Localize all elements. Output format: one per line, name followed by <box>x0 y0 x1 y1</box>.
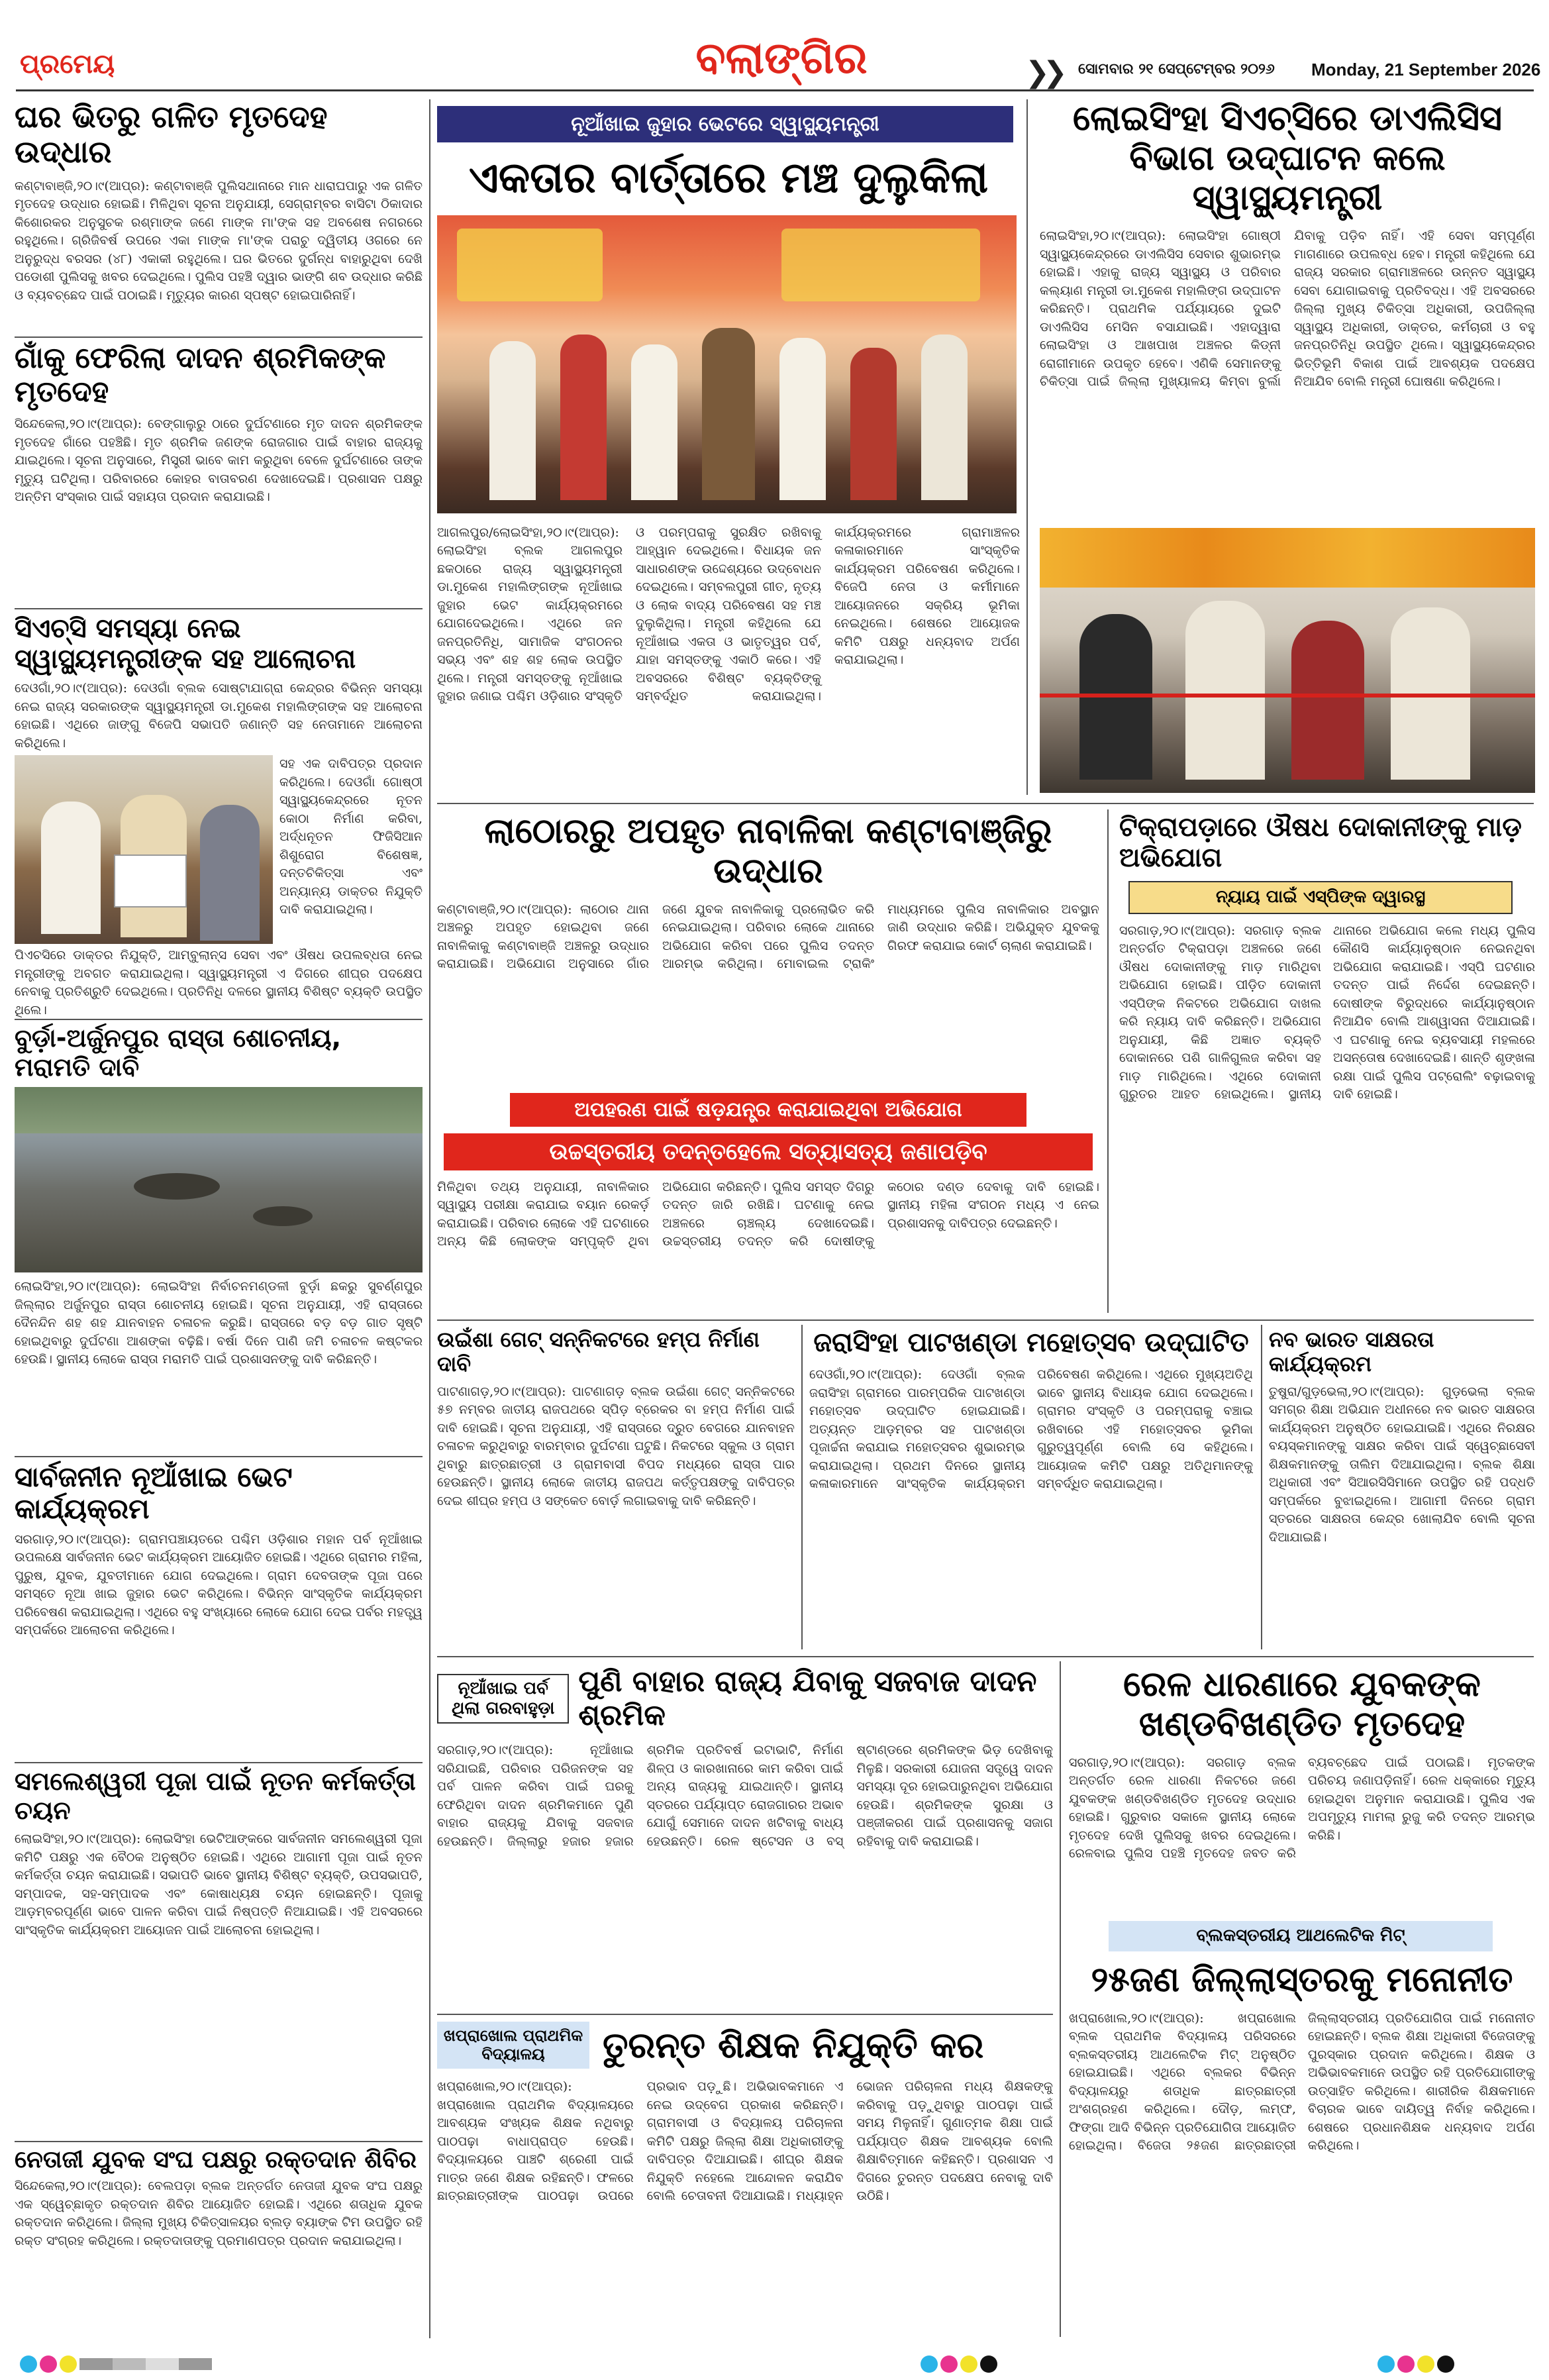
article-a5 <box>15 1461 423 1796</box>
headline: ନେତାଜୀ ଯୁବକ ସଂଘ ପକ୍ଷରୁ ରକ୍ତଦାନ ଶିବିର <box>15 2146 417 2173</box>
masthead <box>0 0 1549 89</box>
meeting-photo <box>15 755 273 944</box>
headline: ଘର ଭିତରୁ ଗଳିତ ମୃତଦେହ ଉଦ୍ଧାର <box>15 99 328 170</box>
tag-banner: ଉଚ୍ଚସ୍ତରୀୟ ତଦନ୍ତହେଲେ ସତ୍ୟାସତ୍ୟ ଜଣାପଡ଼ିବ <box>444 1133 1093 1170</box>
headline: ଉଇଁଶା ଗେଟ୍ ସନ୍ନିକଟରେ ହମ୍ପ ନିର୍ମାଣ ଦାବି <box>437 1327 760 1376</box>
date-odia: ସୋମବାର ୨୧ ସେପ୍ଟେମ୍ବର ୨୦୨୬ <box>1078 61 1275 78</box>
article-body: ତୁଷୁରା/ଗୁଡ଼ଭେଲା,୨୦।୯(ଆପ୍ର): ଗୁଡ଼ଭେଲା ବ୍ଲକ ସମଗ୍ର ଶିକ୍ଷା ଅଭିଯାନ ଅଧୀନରେ ନବ ଭାରତ ସାକ୍ଷରତା କାର୍ଯ୍ୟକ୍ରମ ଅନୁଷ୍ଠିତ ହୋଇଯାଇଛି। ଏଥିରେ ନିରକ୍ଷର ବୟସ୍କମାନଙ୍କୁ ସାକ୍ଷର କରିବା ପାଇଁ ସ୍ୱେଚ୍ଛାସେବୀ ଶିକ୍ଷକମାନଙ୍କୁ ତାଲିମ ଦିଆଯାଇଥିଲା। ବ୍ଲକ ଶିକ୍ଷା ଅଧିକାରୀ ଏବଂ ସିଆରସିସିମାନେ ଉପସ୍ଥିତ ରହି ପଦ୍ଧତି ସମ୍ପର୍କରେ ବୁଝାଇଥିଲେ। ଆଗାମୀ ଦିନରେ ଗ୍ରାମ ସ୍ତରରେ ସାକ୍ଷରତା କେନ୍ଦ୍ର ଖୋଲାଯିବ ବୋଲି ସୂଚନା ଦିଆଯାଇଛି। <box>1269 1384 1535 1545</box>
article-body: କଣ୍ଟାବାଞ୍ଜି,୨୦।୯(ଆପ୍ର): ଲାଠୋର ଥାନା ଅଞ୍ଚଳରୁ ଅପହୃତ ହୋଇଥିବା ଜଣେ ନାବାଳିକାକୁ କଣ୍ଟାବାଞ୍ଜି ଅଞ୍ଚଳରୁ ଉଦ୍ଧାର କରାଯାଇଛି। ଅଭିଯୋଗ ଅନୁସାରେ ଗାଁର ଜଣେ ଯୁବକ ନାବାଳିକାକୁ ପ୍ରଲୋଭିତ କରି ନେଇଯାଇଥିଲା। ପରିବାର ଲୋକେ ଥାନାରେ ଅଭିଯୋଗ କରିବା ପରେ ପୁଲିସ ତଦନ୍ତ ଆରମ୍ଭ କରିଥିଲା। ମୋବାଇଲ ଟ୍ରାକିଂ ମାଧ୍ୟମରେ ପୁଲିସ ନାବାଳିକାର ଅବସ୍ଥାନ ଜାଣି ଉଦ୍ଧାର କରିଛି। ଅଭିଯୁକ୍ତ ଯୁବକକୁ ଗିରଫ କରାଯାଇ କୋର୍ଟ ଚାଲାଣ କରାଯାଇଛି। <box>437 902 1099 972</box>
headline: ଲୋଇସିଂହା ସିଏଚ୍‌ସିରେ ଡାଏଲିସିସ ବିଭାଗ ଉଦ୍‌ଘାଟନ କଲେ ସ୍ୱାସ୍ଥ୍ୟମନ୍ତ୍ରୀ <box>1073 99 1502 218</box>
article-body: ସରଗାଡ଼,୨୦।୯(ଆପ୍ର): ଗ୍ରାମପଞ୍ଚାୟତରେ ପଶ୍ଚିମ ଓଡ଼ିଶାର ମହାନ ପର୍ବ ନୂଆଁଖାଇ ଉପଲକ୍ଷେ ସାର୍ବଜନୀନ ଭେଟ କାର୍ଯ୍ୟକ୍ରମ ଆୟୋଜିତ ହୋଇଛି। ଏଥିରେ ଗ୍ରାମର ମହିଳା, ପୁରୁଷ, ଯୁବକ, ଯୁବତୀମାନେ ଯୋଗ ଦେଇଥିଲେ। ଗ୍ରାମ ଦେବତାଙ୍କ ପୂଜା ପରେ ସମସ୍ତେ ନୂଆ ଖାଇ ଜୁହାର ଭେଟ କରିଥିଲେ। ବିଭିନ୍ନ ସାଂସ୍କୃତିକ କାର୍ଯ୍ୟକ୍ରମ ପରିବେଷଣ କରାଯାଇଥିଲା। ଏଥିରେ ବହୁ ସଂଖ୍ୟାରେ ଲୋକେ ଯୋଗ ଦେଇ ପର୍ବର ମହତ୍ତ୍ୱ ସମ୍ପର୍କରେ ଆଲୋଚନା କରିଥିଲେ। <box>15 1531 423 1638</box>
column-rule <box>1060 1661 1061 2337</box>
article-c1 <box>1040 99 1535 793</box>
headline: ଜରାସିଂହା ପାଟଖଣ୍ଡା ମହୋତ୍ସବ ଉଦ୍‌ଘାଟିତ <box>813 1327 1249 1358</box>
article-e2 <box>809 1327 1253 1644</box>
registration-dot <box>960 2355 977 2373</box>
article-body: କଣ୍ଟାବାଞ୍ଜି,୨୦।୯(ଆପ୍ର): କଣ୍ଟାବାଞ୍ଜି ପୁଲିସଥାନାରେ ମାନ ଧାରାଘପାରୁ ଏକ ଗଳିତ ମୃତଦେହ ଉଦ୍ଧାର ହୋଇଛି। ମିଳିଥିବା ସୂଚନା ଅନୁଯାୟୀ, ସେଗ୍ରାମ୍ବର ବାସିଟା ଠିକାଦାର କିଶୋରକର ଅନୁସୁଚକ ରଶ୍ମାଙ୍କ ଜଣେ ମାଙ୍କ ମା'ଙ୍କ ସହ ଅବଶେଷ ନଗରରେ ରହୁଥିଲେ। ଗ୍ରିଜିବର୍ଷ ଉପରେ ଏକା ମାଙ୍କ ମା'ଙ୍କ ପରାଚୁ ଦ୍ୱିତୀୟ ଓଗରେ ନେ ଅନୁରୁଦ୍ଧ ବରସର (୪୮) ଏକାକୀ ରହୁଥିଲେ। ଘର ଭିତରେ ଦୁର୍ଗନ୍ଧ ବାହାରୁଥିବା ଦେଖି ପଡୋଶୀ ପୁଲିସକୁ ଖବର ଦେଇଥିଲେ। ପୁଲିସ ପହଞ୍ଚି ଦ୍ୱାର ଭାଙ୍ଗି ଶବ ଉଦ୍ଧାର କରିଛି ଓ ବ୍ୟବଚ୍ଛେଦ ପାଇଁ ପଠାଇଛି। ମୃତ୍ୟୁର କାରଣ ସ୍ପଷ୍ଟ ହୋଇପାରିନାହିଁ। <box>15 178 423 303</box>
column-rule <box>1261 1325 1262 1649</box>
article-g1 <box>437 2022 1053 2336</box>
article-a1 <box>15 99 423 383</box>
article-f2 <box>1069 1665 1535 1920</box>
divider <box>15 1762 423 1763</box>
article-body-side: ସହ ଏକ ଦାବିପତ୍ର ପ୍ରଦାନ କରିଥିଲେ। ଦେଓଗାଁ ଗୋଷ୍ଠୀ ସ୍ୱାସ୍ଥ୍ୟକେନ୍ଦ୍ରରେ ନୂତନ କୋଠା ନିର୍ମାଣ କରିବା, ଅର୍ଦ୍ଧନୂତନ ଫିଜିସିଆନ ଶିଶୁରୋଗ ବିଶେଷଜ୍ଞ, ଦନ୍ତଚିକିତ୍ସା ଏବଂ ଅନ୍ୟାନ୍ୟ ଡାକ୍ତର ନିଯୁକ୍ତି ଦାବି କରାଯାଇଥିଲା। <box>279 756 423 917</box>
article-body: ପିଏଚସିରେ ଡାକ୍ତର ନିଯୁକ୍ତି, ଆମ୍ବୁଲାନ୍ସ ସେବା ଏବଂ ଔଷଧ ଉପଲବ୍ଧତା ନେଇ ମନ୍ତ୍ରୀଙ୍କୁ ଅବଗତ କରାଯାଇଥିଲା। ସ୍ୱାସ୍ଥ୍ୟମନ୍ତ୍ରୀ ଏ ଦିଗରେ ଶୀଘ୍ର ପଦକ୍ଷେପ ନେବାକୁ ପ୍ରତିଶ୍ରୁତି ଦେଇଥିଲେ। ପ୍ରତିନିଧି ଦଳରେ ସ୍ଥାନୀୟ ବିଶିଷ୍ଟ ବ୍ୟକ୍ତି ଉପସ୍ଥିତ ଥିଲେ। <box>15 948 423 1017</box>
registration-dot <box>921 2355 938 2373</box>
article-e1 <box>437 1327 795 1681</box>
column-rule <box>429 99 430 2338</box>
headline: ଲାଠୋରରୁ ଅପହୃତ ନାବାଳିକା କଣ୍ଟାବାଞ୍ଜିରୁ ଉଦ୍ଧାର <box>484 811 1052 891</box>
masthead-rule <box>16 89 1534 91</box>
article-body: ସରଗାଡ଼,୨୦।୯(ଆପ୍ର): ନୂଆଁଖାଇ ସରିଯାଇଛି, ପରିବାର ପରିଜନଙ୍କ ସହ ପର୍ବ ପାଳନ କରିବା ପାଇଁ ଘରକୁ ଫେରିଥିବା ଦାଦନ ଶ୍ରମିକମାନେ ପୁଣି ବାହାର ରାଜ୍ୟକୁ ଯିବାକୁ ସଜବାଜ ହେଉଛନ୍ତି। ଜିଲ୍ଲାରୁ ହଜାର ହଜାର ଶ୍ରମିକ ପ୍ରତିବର୍ଷ ଇଟାଭାଟି, ନିର୍ମାଣ ଶିଳ୍ପ ଓ କାରଖାନାରେ କାମ କରିବା ପାଇଁ ଅନ୍ୟ ରାଜ୍ୟକୁ ଯାଇଥାନ୍ତି। ସ୍ଥାନୀୟ ସ୍ତରରେ ପର୍ଯ୍ୟାପ୍ତ ରୋଜଗାରର ଅଭାବ ଯୋଗୁଁ ସେମାନେ ଦାଦନ ଖଟିବାକୁ ବାଧ୍ୟ ହେଉଛନ୍ତି। ରେଳ ଷ୍ଟେସନ ଓ ବସ୍ ଷ୍ଟାଣ୍ଡରେ ଶ୍ରମିକଙ୍କ ଭିଡ଼ ଦେଖିବାକୁ ମିଳୁଛି। ସରକାରୀ ଯୋଜନା ସତ୍ତ୍ୱେ ଦାଦନ ସମସ୍ୟା ଦୂର ହୋଇପାରୁନଥିବା ଅଭିଯୋଗ ହେଉଛି। ଶ୍ରମିକଙ୍କ ସୁରକ୍ଷା ଓ ପଞ୍ଜୀକରଣ ପାଇଁ ପ୍ରଶାସନକୁ ସଜାଗ ରହିବାକୁ ଦାବି କରାଯାଇଛି। <box>437 1743 1053 1849</box>
headline: ରେଳ ଧାରଣାରେ ଯୁବକଙ୍କ ଖଣ୍ଡବିଖଣ୍ଡିତ ମୃତଦେହ <box>1123 1665 1481 1744</box>
article-body: ଦେଓଗାଁ,୨୦।୯(ଆପ୍ର): ଦେଓଗାଁ ବ୍ଲକ ସୋଷ୍ଟାଯାଗ୍ରା କେନ୍ଦ୍ରର ବିଭିନ୍ନ ସମସ୍ୟା ନେଇ ରାଜ୍ୟ ସରକାରଙ୍କ ସ୍ୱାସ୍ଥ୍ୟମନ୍ତ୍ରୀ ଡା.ମୁକେଶ ମହାଲିଙ୍ଗଙ୍କ ସହ ଆଲୋଚନା ହୋଇଛି। ଏଥିରେ ଜାଙ୍ଗୁ ବିଜେପି ସଭାପତି ଜଣାନ୍ତି ସହ ନେତାମାନେ ଆଲୋଚନା କରିଥିଲେ। <box>15 681 423 750</box>
article-body: ଖପ୍ରାଖୋଲ,୨୦।୯(ଆପ୍ର): ଖପ୍ରାଖୋଲ ପ୍ରାଥମିକ ବିଦ୍ୟାଳୟରେ ଆବଶ୍ୟକ ସଂଖ୍ୟକ ଶିକ୍ଷକ ନଥିବାରୁ ପାଠପଢ଼ା ବାଧାପ୍ରାପ୍ତ ହେଉଛି। ବିଦ୍ୟାଳୟରେ ପାଞ୍ଚଟି ଶ୍ରେଣୀ ପାଇଁ ମାତ୍ର ଜଣେ ଶିକ୍ଷକ ରହିଛନ୍ତି। ଫଳରେ ଛାତ୍ରଛାତ୍ରୀଙ୍କ ପାଠପଢ଼ା ଉପରେ ପ୍ରଭାବ ପଡ଼ୁଛି। ଅଭିଭାବକମାନେ ଏ ନେଇ ଉଦ୍‌ବେଗ ପ୍ରକାଶ କରିଛନ୍ତି। ଗ୍ରାମବାସୀ ଓ ବିଦ୍ୟାଳୟ ପରିଚାଳନା କମିଟି ପକ୍ଷରୁ ଜିଲ୍ଲା ଶିକ୍ଷା ଅଧିକାରୀଙ୍କୁ ଦାବିପତ୍ର ଦିଆଯାଇଛି। ଶୀଘ୍ର ଶିକ୍ଷକ ନିଯୁକ୍ତି ନହେଲେ ଆନ୍ଦୋଳନ କରାଯିବ ବୋଲି ଚେତାବନୀ ଦିଆଯାଇଛି। ମଧ୍ୟାହ୍ନ ଭୋଜନ ପରିଚାଳନା ମଧ୍ୟ ଶିକ୍ଷକଙ୍କୁ କରିବାକୁ ପଡ଼ୁଥିବାରୁ ପାଠପଢ଼ା ପାଇଁ ସମୟ ମିଳୁନାହିଁ। ଗୁଣାତ୍ମକ ଶିକ୍ଷା ପାଇଁ ପର୍ଯ୍ୟାପ୍ତ ଶିକ୍ଷକ ଆବଶ୍ୟକ ବୋଲି ଶିକ୍ଷାବିତ୍‌ମାନେ କହିଛନ୍ତି। ପ୍ରଶାସନ ଏ ଦିଗରେ ତୁରନ୍ତ ପଦକ୍ଷେପ ନେବାକୁ ଦାବି ଉଠିଛି। <box>437 2079 1053 2204</box>
article-f3 <box>1069 1921 1535 2314</box>
divider <box>15 1019 423 1020</box>
registration-dot <box>1417 2355 1434 2373</box>
article-body: ଲୋଇସିଂହା,୨୦।୯(ଆପ୍ର): ଲୋଇସିଂହା ନିର୍ବାଚନମଣ୍ଡଳୀ ବୁର୍ଡ଼ା ଛକରୁ ସୁବର୍ଣ୍ଣପୁର ଜିଲ୍ଲାର ଅର୍ଜୁନପୁର ରାସ୍ତା ଶୋଚନୀୟ ହୋଇଛି। ସୂଚନା ଅନୁଯାୟୀ, ଏହି ରାସ୍ତାରେ ଦୈନନ୍ଦିନ ଶହ ଶହ ଯାନବାହନ ଚଳାଚଳ କରୁଛି। ରାସ୍ତାରେ ବଡ଼ ବଡ଼ ଗାତ ସୃଷ୍ଟି ହୋଇଥିବାରୁ ଦୁର୍ଘଟଣା ଆଶଙ୍କା ବଢ଼ିଛି। ବର୍ଷା ଦିନେ ପାଣି ଜମି ଚଳାଚଳ କଷ୍ଟକର ହେଉଛି। ସ୍ଥାନୀୟ ଲୋକେ ରାସ୍ତା ମରାମତି ପାଇଁ ପ୍ରଶାସନଙ୍କୁ ଦାବି କରିଛନ୍ତି। <box>15 1279 423 1367</box>
registration-dot <box>1437 2355 1454 2373</box>
headline: ସମଲେଶ୍ୱରୀ ପୂଜା ପାଇଁ ନୂତନ କର୍ମକର୍ତ୍ତା ଚୟନ <box>15 1767 416 1825</box>
headline: ବୁର୍ଡ଼ା-ଅର୍ଜୁନପୁର ରାସ୍ତା ଶୋଚନୀୟ, ମରାମତି ଦାବି <box>15 1023 342 1082</box>
article-a4 <box>15 1024 423 1470</box>
tag-banner: ଅପହରଣ ପାଇଁ ଷଡ଼ଯନ୍ତ୍ର କରାଯାଇଥିବା ଅଭିଯୋଗ <box>510 1093 1026 1127</box>
column-rule <box>1026 99 1028 795</box>
divider <box>437 1319 1534 1321</box>
divider <box>437 2014 1053 2015</box>
headline: ଗାଁକୁ ଫେରିଲା ଦାଦନ ଶ୍ରମିକଙ୍କ ମୃତଦେହ <box>15 341 386 409</box>
article-b1 <box>437 106 1020 868</box>
date-english: Monday, 21 September 2026 <box>1311 60 1541 79</box>
registration-dot <box>40 2355 57 2373</box>
kicker-box: ଖପ୍ରାଖୋଲ ପ୍ରାଥମିକ ବିଦ୍ୟାଳୟ <box>437 2022 589 2069</box>
article-body: ଆଗଲପୁର/ଲୋଇସିଂହା,୨୦।୯(ଆପ୍ର): ଲୋଇସିଂହା ବ୍ଲକ ଆଗଲପୁର ଛକଠାରେ ରାଜ୍ୟ ସ୍ୱାସ୍ଥ୍ୟମନ୍ତ୍ରୀ ଡା.ମୁକେଶ ମହାଲିଙ୍ଗଙ୍କ ନୂଆଁଖାଇ ଜୁହାର ଭେଟ କାର୍ଯ୍ୟକ୍ରମରେ ଯୋଗଦେଇଥିଲେ। ଏଥିରେ ଜନ ଜନପ୍ରତିନିଧି, ସାମାଜିକ ସଂଗଠନର ସଭ୍ୟ ଏବଂ ଶହ ଶହ ଲୋକ ଉପସ୍ଥିତ ଥିଲେ। ମନ୍ତ୍ରୀ ସମସ୍ତଙ୍କୁ ନୂଆଁଖାଇ ଜୁହାର ଜଣାଇ ପଶ୍ଚିମ ଓଡ଼ିଶାର ସଂସ୍କୃତି ଓ ପରମ୍ପରାକୁ ସୁରକ୍ଷିତ ରଖିବାକୁ ଆହ୍ୱାନ ଦେଇଥିଲେ। ବିଧାୟକ ଜନ ସାଧାରଣଙ୍କ ଉଦ୍ଦେଶ୍ୟରେ ଉଦ୍‌ବୋଧନ ଦେଇଥିଲେ। ସମ୍ବଲପୁରୀ ଗୀତ, ନୃତ୍ୟ ଓ ଲୋକ ବାଦ୍ୟ ପରିବେଷଣ ସହ ମଞ୍ଚ ଦୁଲୁକିଥିଲା। ମନ୍ତ୍ରୀ କହିଥିଲେ ଯେ ନୂଆଁଖାଇ ଏକତା ଓ ଭାତୃତ୍ୱର ପର୍ବ, ଯାହା ସମସ୍ତଙ୍କୁ ଏକାଠି କରେ। ଏହି ଅବସରରେ ବିଶିଷ୍ଟ ବ୍ୟକ୍ତିଙ୍କୁ ସମ୍ବର୍ଦ୍ଧିତ କରାଯାଇଥିଲା। କାର୍ଯ୍ୟକ୍ରମରେ ଗ୍ରାମାଞ୍ଚଳର କଳାକାରମାନେ ସାଂସ୍କୃତିକ କାର୍ଯ୍ୟକ୍ରମ ପରିବେଷଣ କରିଥିଲେ। ବିଜେପି ନେତା ଓ କର୍ମୀମାନେ ଆୟୋଜନରେ ସକ୍ରିୟ ଭୂମିକା ନେଇଥିଲେ। ଶେଷରେ ଆୟୋଜକ କମିଟି ପକ୍ଷରୁ ଧନ୍ୟବାଦ ଅର୍ପଣ କରାଯାଇଥିଲା। <box>437 525 1020 704</box>
registration-dot <box>1377 2355 1395 2373</box>
article-f1 <box>437 1665 1053 2053</box>
registration-dot <box>1397 2355 1415 2373</box>
article-d2 <box>1119 812 1535 1306</box>
divider <box>437 1656 1534 1657</box>
kicker-box: ବ୍ଲକସ୍ତରୀୟ ଆଥଲେଟିକ ମିଟ୍ <box>1109 1921 1493 1951</box>
article-body: ସରଗାଡ଼,୨୦।୯(ଆପ୍ର): ସରଗାଡ଼ ବ୍ଲକ ଅନ୍ତର୍ଗତ ରେଳ ଧାରଣା ନିକଟରେ ଜଣେ ଯୁବକଙ୍କ ଖଣ୍ଡବିଖଣ୍ଡିତ ମୃତଦେହ ଉଦ୍ଧାର ହୋଇଛି। ଗୁରୁବାର ସକାଳେ ସ୍ଥାନୀୟ ଲୋକେ ମୃତଦେହ ଦେଖି ପୁଲିସକୁ ଖବର ଦେଇଥିଲେ। ରେଳବାଇ ପୁଲିସ ପହଞ୍ଚି ମୃତଦେହ ଜବତ କରି ବ୍ୟବଚ୍ଛେଦ ପାଇଁ ପଠାଇଛି। ମୃତକଙ୍କ ପରିଚୟ ଜଣାପଡ଼ିନାହିଁ। ରେଳ ଧକ୍କାରେ ମୃତ୍ୟୁ ହୋଇଥିବା ଅନୁମାନ କରାଯାଉଛି। ପୁଲିସ ଏକ ଅପମୃତ୍ୟୁ ମାମଲା ରୁଜୁ କରି ତଦନ୍ତ ଆରମ୍ଭ କରିଛି। <box>1069 1755 1535 1861</box>
kicker-banner: ନୂଆଁଖାଇ ଜୁହାର ଭେଟରେ ସ୍ୱାସ୍ଥ୍ୟମନ୍ତ୍ରୀ <box>437 106 1013 142</box>
registration-dot <box>940 2355 958 2373</box>
stage-photo <box>437 215 1017 513</box>
column-rule <box>801 1325 803 1649</box>
headline: ୨୫ଜଣ ଜିଲ୍ଲାସ୍ତରକୁ ମନୋନୀତ <box>1091 1959 1513 2000</box>
article-body: ଦେଓଗାଁ,୨୦।୯(ଆପ୍ର): ଦେଓଗାଁ ବ୍ଲକ ଜରାସିଂହା ଗ୍ରାମରେ ପାରମ୍ପରିକ ପାଟଖଣ୍ଡା ମହୋତ୍ସବ ଉଦ୍‌ଘାଟିତ ହୋଇଯାଇଛି। ଅତ୍ୟନ୍ତ ଆଡ଼ମ୍ବର ସହ ପାଟଖଣ୍ଡା ପୂଜାର୍ଚ୍ଚନା କରାଯାଇ ମହୋତ୍ସବର ଶୁଭାରମ୍ଭ କରାଯାଇଥିଲା। ପ୍ରଥମ ଦିନରେ ସ୍ଥାନୀୟ କଳାକାରମାନେ ସାଂସ୍କୃତିକ କାର୍ଯ୍ୟକ୍ରମ ପରିବେଷଣ କରିଥିଲେ। ଏଥିରେ ମୁଖ୍ୟଅତିଥି ଭାବେ ସ୍ଥାନୀୟ ବିଧାୟକ ଯୋଗ ଦେଇଥିଲେ। ଗ୍ରାମର ସଂସ୍କୃତି ଓ ପରମ୍ପରାକୁ ବଞ୍ଚାଇ ରଖିବାରେ ଏହି ମହୋତ୍ସବର ଭୂମିକା ଗୁରୁତ୍ୱପୂର୍ଣ୍ଣ ବୋଲି ସେ କହିଥିଲେ। ଆୟୋଜକ କମିଟି ପକ୍ଷରୁ ଅତିଥିମାନଙ୍କୁ ସମ୍ବର୍ଦ୍ଧିତ କରାଯାଇଥିଲା। <box>809 1367 1253 1491</box>
kicker-box: ନୂଆଁଖାଇ ପର୍ବ ଥିଲା ଗରବାହୁଡ଼ା <box>437 1674 569 1724</box>
article-d1 <box>437 812 1099 1371</box>
registration-dot <box>20 2355 37 2373</box>
divider <box>15 1456 423 1457</box>
article-a2 <box>15 342 423 641</box>
headline: ନବ ଭାରତ ସାକ୍ଷରତା କାର୍ଯ୍ୟକ୍ରମ <box>1269 1327 1434 1376</box>
headline: ତୁରନ୍ତ ଶିକ୍ଷକ ନିଯୁକ୍ତି କର <box>603 2024 984 2066</box>
divider <box>437 803 1534 804</box>
kicker-box: ନ୍ୟାୟ ପାଇଁ ଏସ୍‌ପିଙ୍କ ଦ୍ୱାରସ୍ଥ <box>1128 881 1513 914</box>
headline: ପୁଣି ବାହାର ରାଜ୍ୟ ଯିବାକୁ ସଜବାଜ ଦାଦନ ଶ୍ରମିକ <box>578 1665 1037 1732</box>
article-a7 <box>15 2146 423 2336</box>
article-a3 <box>15 613 423 1059</box>
article-body: ଲୋଇସିଂହା,୨୦।୯(ଆପ୍ର): ଲୋଇସିଂହା ଭେଟିଆଙ୍କରେ ସାର୍ବଜନୀନ ସମଲେଶ୍ୱରୀ ପୂଜା କମିଟି ପକ୍ଷରୁ ଏକ ବୈଠକ ଅନୁଷ୍ଠିତ ହୋଇଛି। ଏଥିରେ ଆଗାମୀ ପୂଜା ପାଇଁ ନୂତନ କର୍ମକର୍ତ୍ତା ଚୟନ କରାଯାଇଛି। ସଭାପତି ଭାବେ ସ୍ଥାନୀୟ ବିଶିଷ୍ଟ ବ୍ୟକ୍ତି, ଉପସଭାପତି, ସମ୍ପାଦକ, ସହ-ସମ୍ପାଦକ ଏବଂ କୋଷାଧ୍ୟକ୍ଷ ଚୟନ ହୋଇଛନ୍ତି। ପୂଜାକୁ ଆଡ଼ମ୍ବରପୂର୍ଣ୍ଣ ଭାବେ ପାଳନ କରିବା ପାଇଁ ନିଷ୍ପତ୍ତି ନିଆଯାଇଛି। ଏହି ଅବସରରେ ସାଂସ୍କୃତିକ କାର୍ଯ୍ୟକ୍ରମ ଆୟୋଜନ ପାଇଁ ଆଲୋଚନା ହୋଇଥିଲା। <box>15 1832 423 1938</box>
inauguration-photo <box>1040 528 1535 793</box>
article-e3 <box>1269 1327 1535 1661</box>
divider <box>15 608 423 609</box>
article-a6 <box>15 1767 423 2175</box>
article-body: ସରଗାଡ଼,୨୦।୯(ଆପ୍ର): ସରଗାଡ଼ ବ୍ଲକ ଅନ୍ତର୍ଗତ ଟିକ୍ରାପଡ଼ା ଅଞ୍ଚଳରେ ଜଣେ ଔଷଧ ଦୋକାନୀଙ୍କୁ ମାଡ଼ ମାରିଥିବା ଅଭିଯୋଗ ହୋଇଛି। ପୀଡ଼ିତ ଦୋକାନୀ ଏସ୍‌ପିଙ୍କ ନିକଟରେ ଅଭିଯୋଗ ଦାଖଲ କରି ନ୍ୟାୟ ଦାବି କରିଛନ୍ତି। ଅଭିଯୋଗ ଅନୁଯାୟୀ, କିଛି ଅଜ୍ଞାତ ବ୍ୟକ୍ତି ଦୋକାନରେ ପଶି ଗାଳିଗୁଲଜ କରିବା ସହ ମାଡ଼ ମାରିଥିଲେ। ଏଥିରେ ଦୋକାନୀ ଗୁରୁତର ଆହତ ହୋଇଥିଲେ। ସ୍ଥାନୀୟ ଥାନାରେ ଅଭିଯୋଗ କଲେ ମଧ୍ୟ ପୁଲିସ କୌଣସି କାର୍ଯ୍ୟାନୁଷ୍ଠାନ ନେଇନଥିବା ଅଭିଯୋଗ କରାଯାଇଛି। ଏସ୍‌ପି ଘଟଣାର ତଦନ୍ତ ପାଇଁ ନିର୍ଦ୍ଦେଶ ଦେଇଛନ୍ତି। ଦୋଷୀଙ୍କ ବିରୁଦ୍ଧରେ କାର୍ଯ୍ୟାନୁଷ୍ଠାନ ନିଆଯିବ ବୋଲି ଆଶ୍ୱାସନା ଦିଆଯାଇଛି। ଏ ଘଟଣାକୁ ନେଇ ବ୍ୟବସାୟୀ ମହଲରେ ଅସନ୍ତୋଷ ଦେଖାଦେଇଛି। ଶାନ୍ତି ଶୃଙ୍ଖଳା ରକ୍ଷା ପାଇଁ ପୁଲିସ ପଟ୍ରୋଲିଂ ବଢ଼ାଇବାକୁ ଦାବି ହୋଇଛି। <box>1119 923 1535 1102</box>
article-body: ପାଟଣାଗଡ଼,୨୦।୯(ଆପ୍ର): ପାଟଣାଗଡ଼ ବ୍ଲକ ଉଇଁଶା ଗେଟ୍ ସନ୍ନିକଟରେ ୫୭ ନମ୍ବର ଜାତୀୟ ରାଜପଥରେ ସ୍ପିଡ଼ ବ୍ରେକର ବା ହମ୍ପ ନିର୍ମାଣ ପାଇଁ ଦାବି ହୋଇଛି। ସୂଚନା ଅନୁଯାୟୀ, ଏହି ରାସ୍ତାରେ ଦ୍ରୁତ ବେଗରେ ଯାନବାହନ ଚଳାଚଳ କରୁଥିବାରୁ ବାରମ୍ବାର ଦୁର୍ଘଟଣା ଘଟୁଛି। ନିକଟରେ ସ୍କୁଲ ଓ ଗ୍ରାମ ଥିବାରୁ ଛାତ୍ରଛାତ୍ରୀ ଓ ଗ୍ରାମବାସୀ ବିପଦ ମଧ୍ୟରେ ରାସ୍ତା ପାର ହେଉଛନ୍ତି। ସ୍ଥାନୀୟ ଲୋକେ ଜାତୀୟ ରାଜପଥ କର୍ତ୍ତୃପକ୍ଷଙ୍କୁ ଦାବିପତ୍ର ଦେଇ ଶୀଘ୍ର ହମ୍ପ ଓ ସଙ୍କେତ ବୋର୍ଡ଼ ଲଗାଇବାକୁ ଦାବି କରିଛନ୍ତି। <box>437 1384 795 1508</box>
article-body: ମିଳିଥିବା ତଥ୍ୟ ଅନୁଯାୟୀ, ନାବାଳିକାର ସ୍ୱାସ୍ଥ୍ୟ ପରୀକ୍ଷା କରାଯାଇ ବୟାନ ରେକର୍ଡ଼ କରାଯାଇଛି। ପରିବାର ଲୋକେ ଏହି ଘଟଣାରେ ଅନ୍ୟ କିଛି ଲୋକଙ୍କ ସମ୍ପୃକ୍ତି ଥିବା ଅଭିଯୋଗ କରିଛନ୍ତି। ପୁଲିସ ସମସ୍ତ ଦିଗରୁ ତଦନ୍ତ ଜାରି ରଖିଛି। ଘଟଣାକୁ ନେଇ ଅଞ୍ଚଳରେ ଚାଞ୍ଚଲ୍ୟ ଦେଖାଦେଇଛି। ଉଚ୍ଚସ୍ତରୀୟ ତଦନ୍ତ କରି ଦୋଷୀଙ୍କୁ କଠୋର ଦଣ୍ଡ ଦେବାକୁ ଦାବି ହୋଇଛି। ସ୍ଥାନୀୟ ମହିଳା ସଂଗଠନ ମଧ୍ୟ ଏ ନେଇ ପ୍ରଶାସନକୁ ଦାବିପତ୍ର ଦେଇଛନ୍ତି। <box>437 1179 1099 1249</box>
divider <box>15 336 423 338</box>
registration-dot <box>60 2355 77 2373</box>
article-body: ସିନ୍ଦେକେଲା,୨୦।୯(ଆପ୍ର): ବେଲପଡ଼ା ବ୍ଲକ ଅନ୍ତର୍ଗତ ନେତାଜୀ ଯୁବକ ସଂଘ ପକ୍ଷରୁ ଏକ ସ୍ୱେଚ୍ଛାକୃତ ରକ୍ତଦାନ ଶିବିର ଆୟୋଜିତ ହୋଇଛି। ଏଥିରେ ଶତାଧିକ ଯୁବକ ରକ୍ତଦାନ କରିଥିଲେ। ଜିଲ୍ଲା ମୁଖ୍ୟ ଚିକିତ୍ସାଳୟର ବ୍ଲଡ଼ ବ୍ୟାଙ୍କ ଟିମ ଉପସ୍ଥିତ ରହି ରକ୍ତ ସଂଗ୍ରହ କରିଥିଲେ। ରକ୍ତଦାତାଙ୍କୁ ପ୍ରମାଣପତ୍ର ପ୍ରଦାନ କରାଯାଇଥିଲା। <box>15 2179 423 2248</box>
article-body: ଖପ୍ରାଖୋଲ,୨୦।୯(ଆପ୍ର): ଖପ୍ରାଖୋଲ ବ୍ଲକ ପ୍ରାଥମିକ ବିଦ୍ୟାଳୟ ପରିସରରେ ବ୍ଲକସ୍ତରୀୟ ଆଥଲେଟିକ ମିଟ୍ ଅନୁଷ୍ଠିତ ହୋଇଯାଇଛି। ଏଥିରେ ବ୍ଲକର ବିଭିନ୍ନ ବିଦ୍ୟାଳୟରୁ ଶତାଧିକ ଛାତ୍ରଛାତ୍ରୀ ଅଂଶଗ୍ରହଣ କରିଥିଲେ। ଦୌଡ଼, ଲମ୍ଫ, ଫିଙ୍ଗା ଆଦି ବିଭିନ୍ନ ପ୍ରତିଯୋଗିତା ଆୟୋଜିତ ହୋଇଥିଲା। ବିଜେତା ୨୫ଜଣ ଛାତ୍ରଛାତ୍ରୀ ଜିଲ୍ଲାସ୍ତରୀୟ ପ୍ରତିଯୋଗିତା ପାଇଁ ମନୋନୀତ ହୋଇଛନ୍ତି। ବ୍ଲକ ଶିକ୍ଷା ଅଧିକାରୀ ବିଜେତାଙ୍କୁ ପୁରସ୍କାର ପ୍ରଦାନ କରିଥିଲେ। ଶିକ୍ଷକ ଓ ଅଭିଭାବକମାନେ ଉପସ୍ଥିତ ରହି ପ୍ରତିଯୋଗୀଙ୍କୁ ଉତ୍ସାହିତ କରିଥିଲେ। ଶାରୀରିକ ଶିକ୍ଷକମାନେ ବିଚାରକ ଭାବେ ଦାୟିତ୍ୱ ନିର୍ବାହ କରିଥିଲେ। ଶେଷରେ ପ୍ରଧାନଶିକ୍ଷକ ଧନ୍ୟବାଦ ଅର୍ପଣ କରିଥିଲେ। <box>1069 2010 1535 2153</box>
headline: ସିଏଚ୍‌ସି ସମସ୍ୟା ନେଇ ସ୍ୱାସ୍ଥ୍ୟମନ୍ତ୍ରୀଙ୍କ ସହ ଆଲୋଚନା <box>15 613 356 674</box>
section-title: ବଲାଙ୍ଗିର <box>695 32 868 83</box>
chevron-icon: ❯❯ <box>1025 56 1061 89</box>
headline: ଟିକ୍ରାପଡ଼ାରେ ଔଷଧ ଦୋକାନୀଙ୍କୁ ମାଡ଼ ଅଭିଯୋଗ <box>1119 812 1522 873</box>
article-body: ଲୋଇସିଂହା,୨୦।୯(ଆପ୍ର): ଲୋଇସିଂହା ଗୋଷ୍ଠୀ ସ୍ୱାସ୍ଥ୍ୟକେନ୍ଦ୍ରରେ ଡାଏଲିସିସ ସେବାର ଶୁଭାରମ୍ଭ ହୋଇଛି। ଏହାକୁ ରାଜ୍ୟ ସ୍ୱାସ୍ଥ୍ୟ ଓ ପରିବାର କଲ୍ୟାଣ ମନ୍ତ୍ରୀ ଡା.ମୁକେଶ ମହାଲିଙ୍ଗ ଉଦ୍‌ଘାଟନ କରିଛନ୍ତି। ପ୍ରାଥମିକ ପର୍ଯ୍ୟାୟରେ ଦୁଇଟି ଡାଏଲିସିସ ମେସିନ ବସାଯାଇଛି। ଏହାଦ୍ୱାରା ଲୋଇସିଂହା ଓ ଆଖପାଖ ଅଞ୍ଚଳର କିଡ୍‌ନୀ ରୋଗୀମାନେ ଉପକୃତ ହେବେ। ଏଣିକି ସେମାନଙ୍କୁ ଚିକିତ୍ସା ପାଇଁ ଜିଲ୍ଲା ମୁଖ୍ୟାଳୟ କିମ୍ବା ବୁର୍ଲା ଯିବାକୁ ପଡ଼ିବ ନାହିଁ। ଏହି ସେବା ସମ୍ପୂର୍ଣ୍ଣ ମାଗଣାରେ ଉପଲବ୍ଧ ହେବ। ମନ୍ତ୍ରୀ କହିଥିଲେ ଯେ ରାଜ୍ୟ ସରକାର ଗ୍ରାମାଞ୍ଚଳରେ ଉନ୍ନତ ସ୍ୱାସ୍ଥ୍ୟ ସେବା ଯୋଗାଇବାକୁ ପ୍ରତିବଦ୍ଧ। ଏହି ଅବସରରେ ଜିଲ୍ଲା ମୁଖ୍ୟ ଚିକିତ୍ସା ଅଧିକାରୀ, ଉପଜିଲ୍ଲା ସ୍ୱାସ୍ଥ୍ୟ ଅଧିକାରୀ, ଡାକ୍ତର, କର୍ମଚାରୀ ଓ ବହୁ ଜନପ୍ରତିନିଧି ଉପସ୍ଥିତ ଥିଲେ। ସ୍ୱାସ୍ଥ୍ୟକେନ୍ଦ୍ରର ଭିତ୍ତିଭୂମି ବିକାଶ ପାଇଁ ଆବଶ୍ୟକ ପଦକ୍ଷେପ ନିଆଯିବ ବୋଲି ମନ୍ତ୍ରୀ ଘୋଷଣା କରିଥିଲେ। <box>1040 229 1535 389</box>
headline: ସାର୍ବଜନୀନ ନୂଆଁଖାଇ ଭେଟ କାର୍ଯ୍ୟକ୍ରମ <box>15 1461 293 1526</box>
headline: ଏକତାର ବାର୍ତ୍ତାରେ ମଞ୍ଚ ଦୁଲୁକିଲା <box>468 154 989 203</box>
registration-bar <box>79 2358 212 2370</box>
registration-dot <box>980 2355 997 2373</box>
divider <box>15 2141 423 2142</box>
brand-logo: ପ୍ରମେୟ <box>20 49 115 79</box>
column-rule <box>1107 809 1109 1313</box>
article-body: ସିନ୍ଦେକେଲା,୨୦।୯(ଆପ୍ର): ବେଙ୍ଗାଲୁରୁ ଠାରେ ଦୁର୍ଘଟଣାରେ ମୃତ ଦାଦନ ଶ୍ରମିକଙ୍କ ମୃତଦେହ ଗାଁରେ ପହଞ୍ଚିଛି। ମୃତ ଶ୍ରମିକ ଜଣଙ୍କ ରୋଜଗାର ପାଇଁ ବାହାର ରାଜ୍ୟକୁ ଯାଇଥିଲେ। ସୂଚନା ଅନୁସାରେ, ମିସ୍ତ୍ରୀ ଭାବେ କାମ କରୁଥିବା ବେଳେ ଦୁର୍ଘଟଣାରେ ତାଙ୍କ ମୃତ୍ୟୁ ଘଟିଥିଲା। ପରିବାରରେ କୋହର ବାତାବରଣ ଦେଖାଦେଇଛି। ପ୍ରଶାସନ ପକ୍ଷରୁ ଅନ୍ତିମ ସଂସ୍କାର ପାଇଁ ସହାୟତା ପ୍ରଦାନ କରାଯାଇଛି। <box>15 417 423 505</box>
road-photo <box>15 1087 423 1272</box>
